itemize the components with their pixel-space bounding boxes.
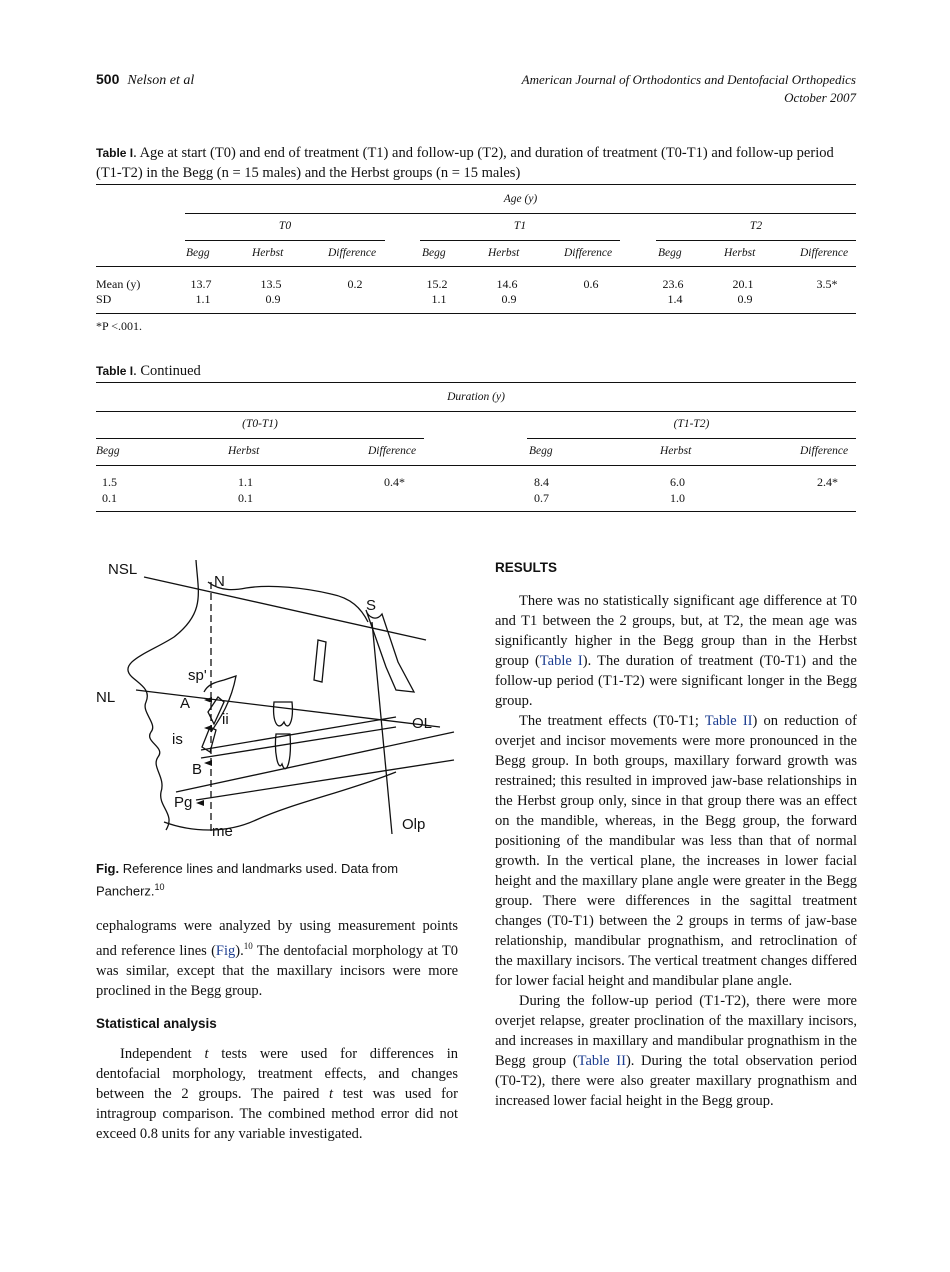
text-span: t: [329, 1085, 334, 1102]
text-span: ) on reduction of overjet and incisor movements were more pronounced in the Begg group. In both groups, maxillary forward growth was restrained; this resulted in improved jaw-base relationships in the Herbst group only, since in that group there was an effect on the mandible, whereas, in the Begg group, the forward positioning of the mandibular was less than that of normal growth. In the vertical plane, the increases in lower facial height and the maxillary plane angle were greater in the Begg group. There were differences in the sagittal treatment changes (T0-T1) between the 2 groups in terms of jaw-base relationship, mandibular prognathism, and retroclination of the maxillary incisors. The vertical treatment changes differed for lower facial height and mandibular plane angle.: [495, 713, 858, 989]
running-header-right: [522, 71, 856, 107]
table-cell: 0.2: [347, 277, 363, 291]
running-authors: Nelson et al: [127, 73, 195, 88]
text-span: ). The duration of treatment (T0-T1) and the follow-up period (T1-T2) were significant longer in the Begg group.: [495, 653, 857, 709]
table1b-caption: [96, 361, 856, 381]
table1-group-rule: [185, 213, 856, 214]
arrow-pg: [196, 800, 204, 806]
table-cell: 0.4*: [384, 475, 405, 489]
t1-sub-herbst-2: Herbst: [724, 247, 756, 259]
table1-link[interactable]: Table I: [539, 653, 583, 669]
table-cell: 0.9: [737, 292, 753, 306]
table-cell: 14.6: [496, 277, 518, 291]
figure-caption-ref: 10: [154, 882, 165, 892]
table2-link-2[interactable]: Table II: [577, 1053, 626, 1069]
cephalometric-figure: [96, 552, 458, 844]
journal-name: American Journal of Orthodontics and Dentofacial Orthopedics: [521, 72, 856, 87]
table-cell: 6.0: [670, 475, 685, 489]
left-paragraph-1: [96, 916, 458, 1001]
text-span: The treatment effects (T0-T1;: [519, 713, 705, 729]
text-span: During the follow-up period (T1-T2), there were more overjet relapse, greater proclination of the maxillary incisors, and increases in maxillary and mandibular prognathism in the Begg group (: [495, 993, 857, 1069]
page-number: 500: [96, 71, 120, 87]
label-is: is: [172, 731, 183, 748]
label-a: A: [180, 695, 191, 712]
table-cell: 8.4: [534, 475, 549, 489]
t1-sub-begg-1: Begg: [422, 247, 446, 259]
table1b-period-2: (T1-T2): [673, 418, 710, 430]
label-n: N: [214, 573, 225, 590]
label-nsl: NSL: [108, 561, 138, 578]
table1-t1-rule: [420, 240, 620, 241]
table1-period-t1: T1: [513, 220, 527, 232]
t1-sub-diff-1: Difference: [564, 247, 613, 259]
ol-line-upper: [201, 717, 396, 750]
text-span: The dentofacial morphology at T0 was similar, except that the maxillary incisors were more proclined in the Begg group.: [96, 942, 458, 999]
text-span: ). During the total observation period (T0-T2), there were also greater maxillary prognathism and increased lower facial height in the Begg group.: [495, 1053, 857, 1109]
table1-row-label-mean: Mean (y): [96, 277, 141, 291]
running-header-left: [96, 71, 194, 89]
table-cell: 1.5: [102, 475, 117, 489]
text-span: cephalograms were analyzed by using measurement points and reference lines (: [96, 918, 458, 959]
table-cell: 1.1: [238, 475, 253, 489]
mandibular-line: [196, 760, 454, 800]
table1-group-header: Age (y): [503, 193, 538, 205]
table-cell: 0.9: [501, 292, 517, 306]
table1b-bottom-rule: [96, 511, 856, 512]
table1b-period1-rule: [96, 438, 424, 439]
figure-caption: [96, 860, 458, 900]
label-b: B: [192, 761, 203, 778]
right-column: [495, 558, 857, 1111]
t1b-sub-herbst-1: Herbst: [660, 445, 692, 457]
text-span: There was no statistically significant age difference at T0 and T1 between the 2 groups, but, at T2, the mean age was significantly higher in the Begg group than in the Herbst group (: [495, 593, 857, 669]
table1-top-rule: [96, 184, 856, 185]
text-span: ).: [235, 942, 244, 959]
right-paragraph-1: [495, 591, 857, 711]
table1-bottom-rule: [96, 313, 856, 314]
table1-caption-text: . Age at start (T0) and end of treatment (T1) and follow-up (T2), and duration of treatment (T0-T1) and follow-up period (T1-T2) in the Begg (n = 15 males) and the Herbst groups (n = 15 males): [96, 145, 834, 181]
t1-sub-herbst-0: Herbst: [252, 247, 284, 259]
lower-molar: [275, 734, 290, 769]
table-cell: 15.2: [426, 277, 448, 291]
table-cell: 20.1: [732, 277, 754, 291]
table-cell: 13.7: [190, 277, 212, 291]
figure-caption-label: Fig.: [96, 861, 120, 876]
table1-t2-rule: [656, 240, 856, 241]
table1b-period2-rule: [527, 438, 856, 439]
t1b-sub-herbst-0: Herbst: [228, 445, 260, 457]
table1b-group-header: Duration (y): [447, 391, 505, 403]
label-olp: Olp: [402, 816, 426, 833]
table1-header-rule: [96, 266, 856, 267]
arrow-is: [204, 725, 212, 731]
table1b-header-rule: [96, 465, 856, 466]
table-cell: 0.1: [238, 491, 253, 505]
t1-sub-herbst-1: Herbst: [488, 247, 520, 259]
t1b-sub-begg-0: Begg: [96, 445, 120, 457]
text-span: Independent: [120, 1045, 205, 1062]
label-sp: sp': [188, 667, 207, 684]
label-s: S: [366, 597, 377, 614]
ref-10[interactable]: 10: [243, 941, 253, 951]
text-span: tests were used for differences in dentofacial morphology, treatment effects, and changes between the 2 groups. The paired: [96, 1045, 458, 1102]
table-cell: 0.9: [265, 292, 281, 306]
t1-sub-begg-0: Begg: [186, 247, 210, 259]
t1b-sub-begg-1: Begg: [529, 445, 553, 457]
table1b-caption-text: . Continued: [133, 363, 201, 379]
table-cell: 23.6: [662, 277, 684, 291]
table-cell: 1.1: [195, 292, 211, 306]
section-heading-results: RESULTS: [495, 560, 558, 575]
table1-period-t0: T0: [278, 220, 292, 232]
issue-date: October 2007: [784, 90, 856, 105]
table-cell: 2.4*: [817, 475, 838, 489]
table1-caption: [96, 143, 856, 183]
table-cell: 13.5: [260, 277, 282, 291]
table1b-top-rule: [96, 382, 856, 383]
table1-footnote: *P <.001.: [96, 319, 142, 333]
ol-line-lower: [201, 727, 396, 758]
table-cell: 3.5*: [816, 277, 838, 291]
figure-caption-text: Reference lines and landmarks used. Data from Pancherz.: [96, 861, 399, 899]
fig-link[interactable]: Fig: [215, 942, 236, 959]
occlusal-line: [176, 732, 454, 792]
t1b-sub-diff-1: Difference: [800, 445, 849, 457]
section-heading-statistical: Statistical analysis: [96, 1015, 217, 1031]
table-cell: 0.7: [534, 491, 549, 505]
label-me: me: [212, 823, 233, 840]
text-span: t: [204, 1045, 209, 1062]
t1b-sub-diff-0: Difference: [368, 445, 417, 457]
table1-row-label-sd: SD: [96, 292, 112, 306]
left-column: [96, 916, 458, 1144]
label-pg: Pg: [174, 794, 193, 811]
text-span: test was used for intragroup comparison. The combined method error did not exceed 0.8 units for any variable investigated.: [96, 1085, 458, 1142]
t1-sub-diff-0: Difference: [328, 247, 377, 259]
table1-t0-rule: [185, 240, 385, 241]
label-ii: ii: [222, 711, 229, 728]
table-cell: 1.4: [667, 292, 683, 306]
right-paragraph-3: [495, 991, 857, 1111]
mandible-border: [164, 772, 396, 830]
maxilla: [204, 676, 236, 732]
table-cell: 1.0: [670, 491, 685, 505]
right-paragraph-2: [495, 711, 857, 991]
table-cell: 1.1: [431, 292, 447, 306]
t1-sub-begg-2: Begg: [658, 247, 682, 259]
table1b-label: Table I: [96, 364, 134, 378]
t1-sub-diff-2: Difference: [800, 247, 849, 259]
table1-period-t2: T2: [749, 220, 763, 232]
upper-molar: [274, 702, 293, 726]
table1b-period-1: (T0-T1): [242, 418, 278, 430]
cranial-base: [208, 582, 368, 622]
table-cell: 0.1: [102, 491, 117, 505]
table-cell: 0.6: [583, 277, 599, 291]
pterygoid: [314, 640, 326, 682]
table1b-group-rule: [96, 411, 856, 412]
table1-label: Table I: [96, 146, 134, 160]
table2-link[interactable]: Table II: [704, 713, 753, 729]
sella-clivus: [366, 610, 414, 692]
arrow-b: [204, 760, 212, 766]
label-nl: NL: [96, 689, 116, 706]
left-paragraph-2: [96, 1044, 458, 1144]
label-ol: OL: [412, 715, 433, 732]
